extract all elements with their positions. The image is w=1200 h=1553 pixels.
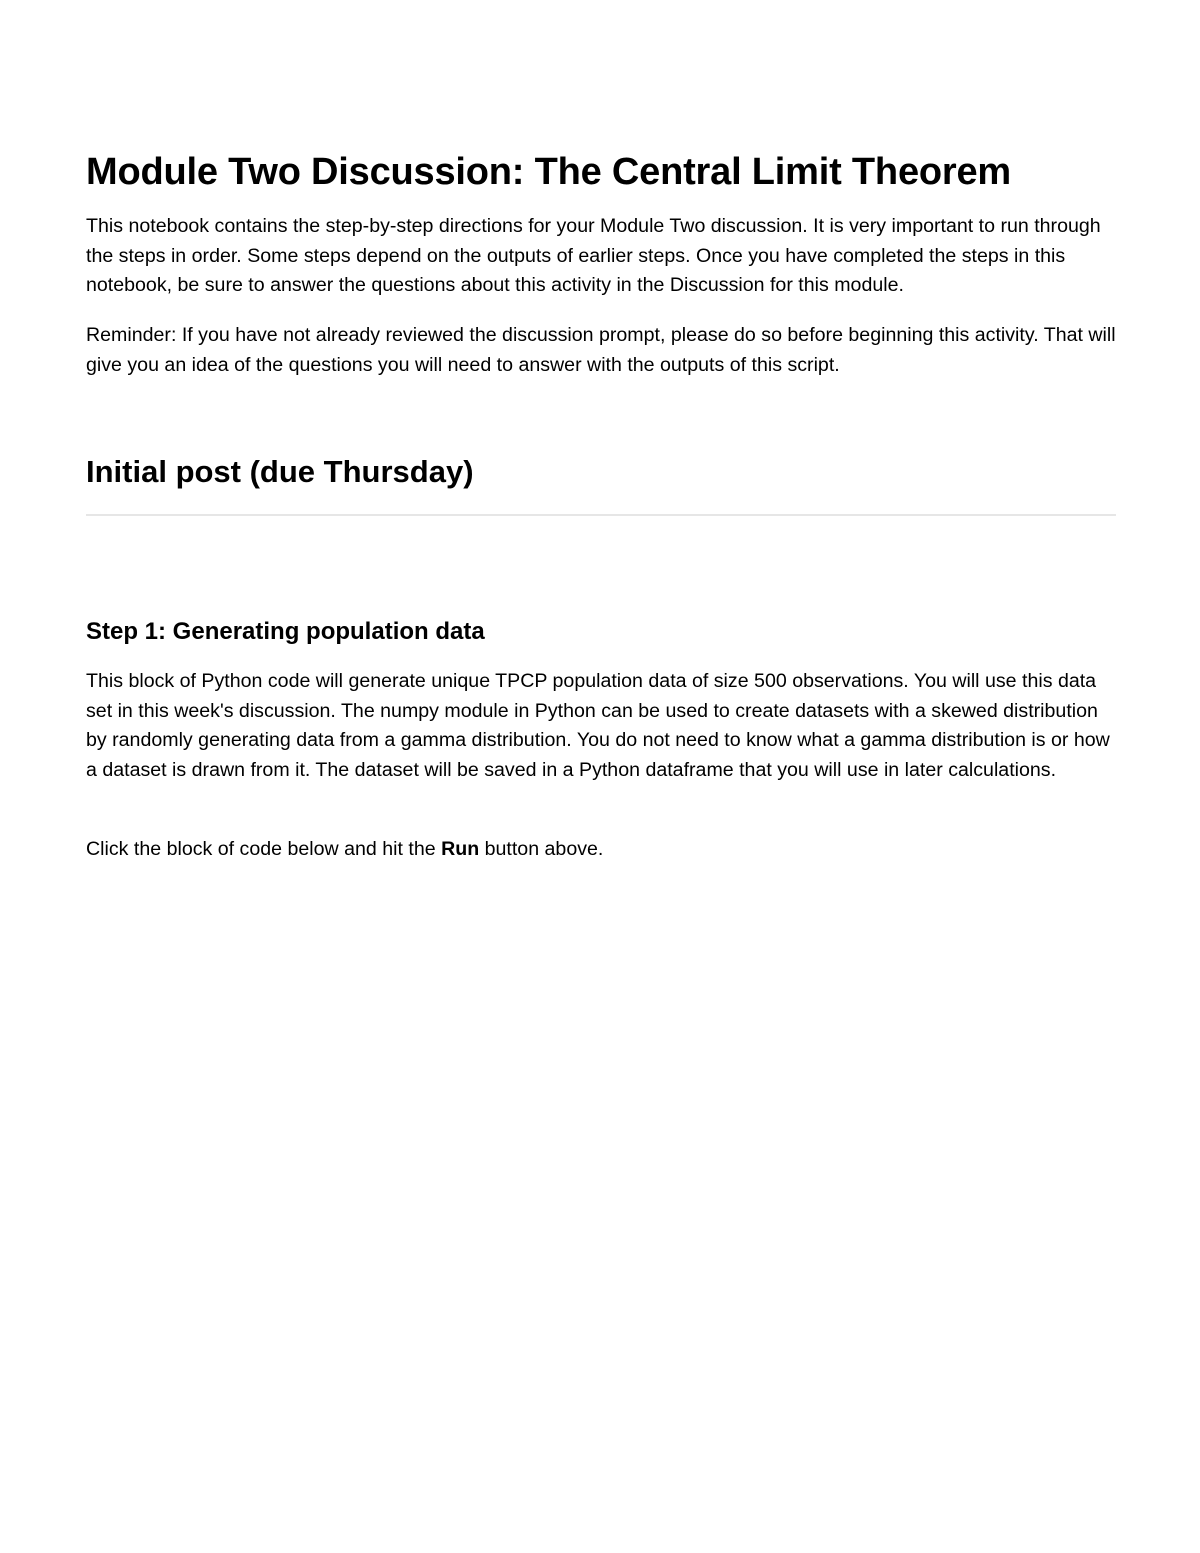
step1-heading: Step 1: Generating population data [86,618,485,645]
step1-instruction [86,835,1116,865]
reminder-paragraph: Reminder: If you have not already reviewed the discussion prompt, please do so before beginning this activity. That will give you an idea of the questions you will need to answer with the outputs of this script. [86,324,1116,376]
section-divider [86,514,1116,516]
intro-paragraph: This notebook contains the step-by-step directions for your Module Two discussion. It is very important to run through the steps in order. Some steps depend on the outputs of earlier steps. Once you have completed the steps in this notebook, be sure to answer the questions about this activity in the Discussion for this module. [86,215,1101,297]
page-title: Module Two Discussion: The Central Limit Theorem [86,151,1011,193]
step1-description: This block of Python code will generate unique TPCP population data of size 500 observations. You will use this data set in this week's discussion. The numpy module in Python can be used to create datasets with a skewed distribution by randomly generating data from a gamma distribution. You do not need to know what a gamma distribution is or how a dataset is drawn from it. The dataset will be saved in a Python dataframe that you will use in later calculations. [86,670,1110,781]
step1-instruction-text-before: Click the block of code below and hit the [86,838,442,860]
section-heading-initial-post: Initial post (due Thursday) [86,454,474,489]
run-keyword: Run [441,838,480,860]
step1-instruction-text-after: button above. [479,838,604,860]
